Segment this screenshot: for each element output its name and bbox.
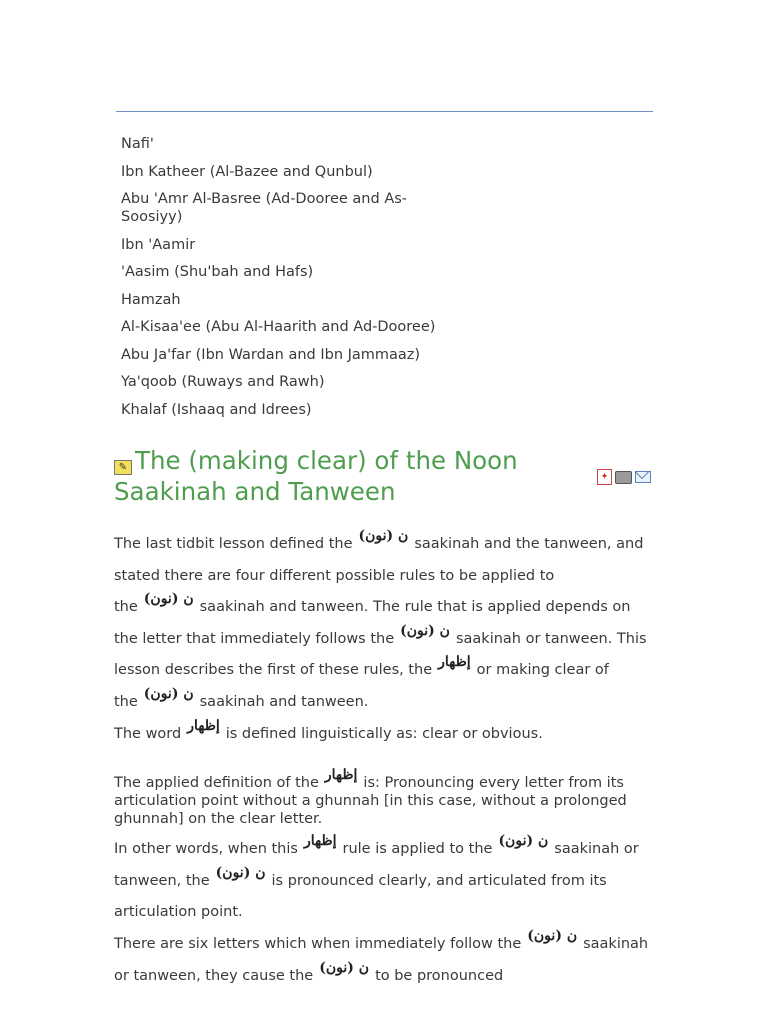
arabic-idhaar: إظهار	[303, 833, 337, 849]
pdf-icon[interactable]: ✦	[597, 469, 612, 485]
article-tools	[597, 469, 654, 485]
arabic-idhaar: إظهار	[438, 654, 471, 670]
arabic-noon: ن (نون)	[215, 864, 266, 881]
arabic-noon: ن (نون)	[527, 928, 578, 944]
print-icon[interactable]	[615, 471, 632, 484]
paragraph-definition: The applied definition of the إظهار is: Pronouncing every letter from its articulation point without a ghunnah [in this case, without a prolonged ghunnah] on the clear letter.	[114, 767, 627, 827]
readers-list	[121, 135, 451, 428]
reader-item: Nafi'	[121, 136, 154, 152]
edit-icon[interactable]: ✎	[114, 460, 132, 475]
paragraph-word: The word إظهار is defined linguistically as: clear or obvious.	[114, 718, 543, 742]
arabic-idhaar: إظهار	[187, 718, 220, 734]
paragraph-intro: The last tidbit lesson defined the ن (نون) saakinah and the tanween, and stated there are four different possible rules to be applied to the ن (نون) saakinah and tanween. The rule that is applied depends on the letter that immediately follows the ن (نون) saakinah or tanween. This lesson describes the first of these rules, the إظهار or making clear of the ن (نون) saakinah and tanween.	[114, 528, 647, 710]
arabic-idhaar: إظهار	[324, 767, 358, 783]
arabic-noon: ن (نون)	[143, 685, 194, 702]
reader-item: 'Aasim (Shu'bah and Hafs)	[121, 264, 314, 280]
arabic-noon: ن (نون)	[143, 591, 194, 607]
arabic-noon: ن (نون)	[498, 833, 549, 849]
reader-item: Khalaf (Ishaaq and Idrees)	[121, 401, 312, 418]
arabic-noon: ن (نون)	[319, 959, 370, 976]
reader-item: Abu Ja'far (Ibn Wardan and Ibn Jammaaz)	[121, 346, 421, 363]
reader-item: Ya'qoob (Ruways and Rawh)	[121, 374, 325, 390]
top-divider	[116, 111, 653, 112]
arabic-noon: ن (نون)	[358, 528, 409, 544]
reader-item: Ibn Katheer (Al-Bazee and Qunbul)	[121, 163, 373, 180]
reader-item: Al-Kisaa'ee (Abu Al-Haarith and Ad-Dooree)	[121, 319, 436, 335]
arabic-noon: ن (نون)	[400, 622, 450, 639]
reader-item: Ibn 'Aamir	[121, 236, 196, 253]
paragraph-other-words: In other words, when this إظهار rule is applied to the ن (نون) saakinah or tanween, the ن (نون) is pronounced clearly, and articulated from its articulation point.	[114, 833, 639, 920]
paragraph-six-letters: There are six letters which when immediately follow the ن (نون) saakinah or tanween, they cause the ن (نون) to be pronounced	[114, 928, 649, 984]
article-title-text: The (making clear) of the Noon Saakinah and Tanween	[114, 446, 518, 506]
article-title	[114, 445, 584, 507]
reader-item: Hamzah	[121, 291, 181, 308]
reader-item: Abu 'Amr Al-Basree (Ad-Dooree and As-Soosiyy)	[121, 191, 408, 225]
email-icon[interactable]	[635, 471, 651, 483]
